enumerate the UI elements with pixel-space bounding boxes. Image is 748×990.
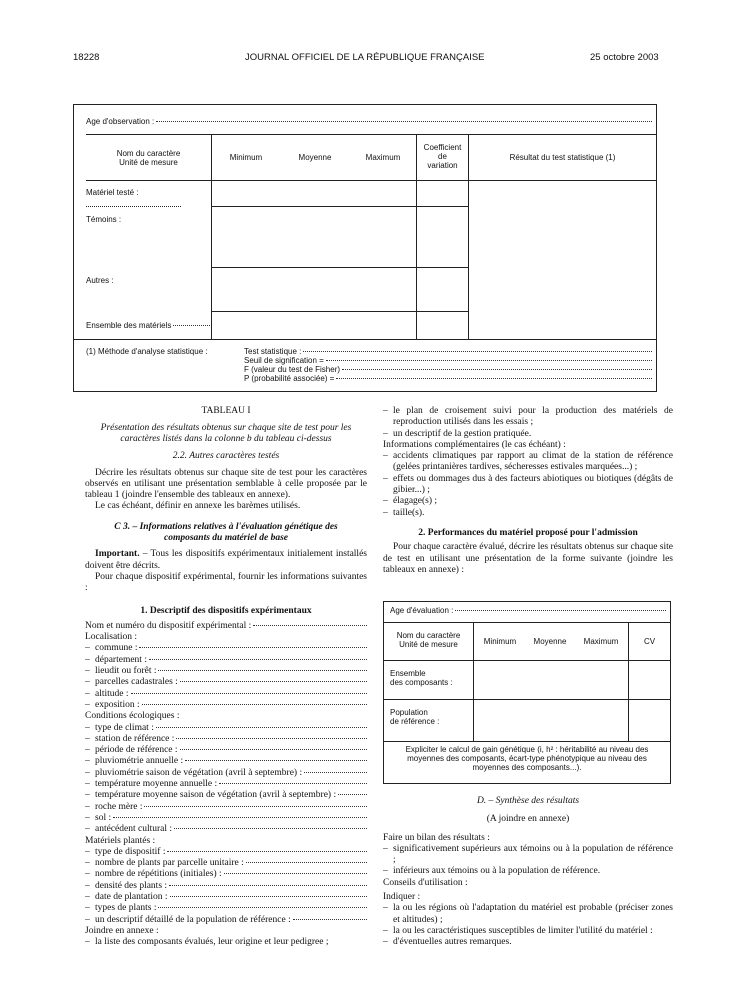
section-c3-title: C 3. – Informations relatives à l'évaluation génétique des composants du matériel de base <box>114 521 338 544</box>
note-test: Test statistique : <box>244 347 652 356</box>
right-column <box>383 406 673 576</box>
list-item: – altitude : <box>85 689 367 700</box>
section-2-2-text2: Le cas échéant, définir en annexe les barèmes utilisés. <box>95 501 301 512</box>
list-item: – exposition : <box>85 700 367 711</box>
info-comp-label: Informations complémentaires (le cas échéant) : <box>383 439 566 450</box>
section-2-2-text: Décrire les résultats obtenus sur chaque site de test pour les caractères observés en utilisant une présentation semblable à celle proposée par le tableau 1 (joindre l'ensemble des tableaux en annexe). <box>85 467 367 501</box>
localisation-label: Localisation : <box>85 632 137 643</box>
col-header-moy: Moyenne <box>298 153 332 162</box>
age-evaluation-field: Age d'évaluation : <box>390 606 666 615</box>
row-materiel: Matériel testé : <box>86 188 139 197</box>
list-item: – pluviométrie annuelle : <box>85 756 367 767</box>
col-header-cv: CV <box>643 637 656 646</box>
note-seuil: Seuil de signification = <box>244 356 652 365</box>
list-item: – type de dispositif : <box>85 847 367 858</box>
section-2-2: 2.2. Autres caractères testés <box>172 451 280 462</box>
list-item: – effets ou dommages dus à des facteurs abiotiques ou biotiques (dégâts de gibier...) ; <box>383 473 673 496</box>
section-2-title: 2. Performances du matériel proposé pour l'admission <box>418 527 638 538</box>
row-ensemble: Ensemble des matériels <box>86 321 210 330</box>
important-note: Important. – Tous les dispositifs expérimentaux initialement installés doivent être décrits. <box>85 549 367 571</box>
list-item: – accidents climatiques par rapport au climat de la station de référence (gelées printanières tardives, sécheresses estivales marquées...) ; <box>383 451 673 473</box>
list-item: – le plan de croisement suivi pour la production des matériels de reproduction utilisés dans les essais ; <box>383 406 673 428</box>
joindre-label: Joindre en annexe : <box>85 925 159 936</box>
list-item: – date de plantation : <box>85 892 367 903</box>
list-item: – un descriptif de la gestion pratiquée. <box>383 428 532 439</box>
note-probabilite: P (probabilité associée) = <box>244 374 652 383</box>
nom-numero-field: Nom et numéro du dispositif expérimental : <box>85 621 367 632</box>
col-header-min: Minimum <box>483 637 517 646</box>
section-d-title: D. – Synthèse des résultats <box>476 796 580 806</box>
tableau-caption: Présentation des résultats obtenus sur chaque site de test pour les caractères listés dans la colonne b du tableau ci-dessus <box>100 423 352 444</box>
col-header-min: Minimum <box>229 153 263 162</box>
col-header-max: Maximum <box>583 637 619 646</box>
list-item: – période de référence : <box>85 745 367 756</box>
list-item: – lieudit ou forêt : <box>85 666 367 677</box>
list-item: – température moyenne annuelle : <box>85 779 367 790</box>
section-1-title: 1. Descriptif des dispositifs expérimentaux <box>140 605 312 616</box>
list-item: – température moyenne saison de végétation (avril à septembre) : <box>85 790 367 801</box>
list-item: – élagage(s) ; <box>383 496 438 507</box>
list-item: – significativement supérieurs aux témoins ou à la population de référence ; <box>383 843 673 866</box>
list-item: – sol : <box>85 813 367 824</box>
page-date: 25 octobre 2003 <box>590 52 659 63</box>
list-item: – station de référence : <box>85 734 367 745</box>
row-population: Population de référence : <box>390 708 440 726</box>
row-ensemble-composants: Ensemble des composants : <box>390 669 453 687</box>
list-item: – pluviométrie saison de végétation (avril à septembre) : <box>85 768 367 779</box>
note-fisher: F (valeur du test de Fisher) <box>244 365 652 374</box>
col-header-name: Nom du caractère Unité de mesure <box>116 149 181 167</box>
list-item: – antécédent cultural : <box>85 824 367 835</box>
col-header-cv: Coefficient de variation <box>423 143 462 170</box>
list-item: – roche mère : <box>85 802 367 813</box>
list-item: – département : <box>85 655 367 666</box>
section-2-text: Pour chaque caractère évalué, décrire les résultats obtenus sur chaque site de test en utilisant une présentation de la forme suivante (joindre les tableaux en annexe) : <box>383 542 673 575</box>
list-item: – la ou les régions où l'adaptation du matériel est probable (préciser zones et altitudes) ; <box>383 903 673 925</box>
row-temoins: Témoins : <box>86 215 122 224</box>
section-d-subtitle: (A joindre en annexe) <box>486 814 570 825</box>
list-item: – types de plants : <box>85 903 367 914</box>
materiels-label: Matériels plantés : <box>85 835 156 846</box>
list-item: – commune : <box>85 643 367 654</box>
indiquer-label: Indiquer : <box>383 892 421 903</box>
page-number: 18228 <box>73 52 100 63</box>
list-item: – type de climat : <box>85 723 367 734</box>
list-item: – parcelles cadastrales : <box>85 677 367 688</box>
col-header-max: Maximum <box>365 153 401 162</box>
note-methode: (1) Méthode d'analyse statistique : <box>86 347 208 356</box>
results-table <box>73 104 657 392</box>
list-item: – la ou les caractéristiques susceptibles de limiter l'utilité du matériel : <box>383 925 653 936</box>
col-header-name: Nom du caractère Unité de mesure <box>396 631 461 649</box>
age-observation-field: Age d'observation : <box>86 117 652 126</box>
conseils-label: Conseils d'utilisation : <box>383 877 468 888</box>
box-note: Expliciter le calcul de gain génétique (i, h² : héritabilité au niveau des moyennes des composants, écart-type phénotypique au niveau des moyennes des composants...). <box>405 745 649 772</box>
pour-chaque-text: Pour chaque dispositif expérimental, fournir les informations suivantes : <box>85 571 367 594</box>
section-d <box>383 796 673 949</box>
evaluation-table <box>383 601 671 784</box>
list-item: – d'éventuelles autres remarques. <box>383 937 512 948</box>
list-item: – la liste des composants évalués, leur origine et leur pedigree ; <box>85 937 329 948</box>
tableau-title: TABLEAU I <box>201 406 251 416</box>
list-item: – nombre de plants par parcelle unitaire : <box>85 858 367 869</box>
bilan-label: Faire un bilan des résultats : <box>383 832 490 843</box>
list-item: – nombre de répétitions (initiales) : <box>85 869 367 880</box>
col-header-result: Résultat du test statistique (1) <box>509 153 616 162</box>
journal-title: JOURNAL OFFICIEL DE LA RÉPUBLIQUE FRANÇAISE <box>245 52 485 63</box>
list-item: – inférieurs aux témoins ou à la population de référence. <box>383 866 601 877</box>
row-autres: Autres : <box>86 276 114 285</box>
list-item: – taille(s). <box>383 507 425 518</box>
list-item: – densité des plants : <box>85 881 367 892</box>
left-column <box>85 406 367 948</box>
conditions-label: Conditions écologiques : <box>85 711 180 722</box>
list-item: – un descriptif détaillé de la population de référence : <box>85 915 367 926</box>
col-header-moy: Moyenne <box>533 637 567 646</box>
